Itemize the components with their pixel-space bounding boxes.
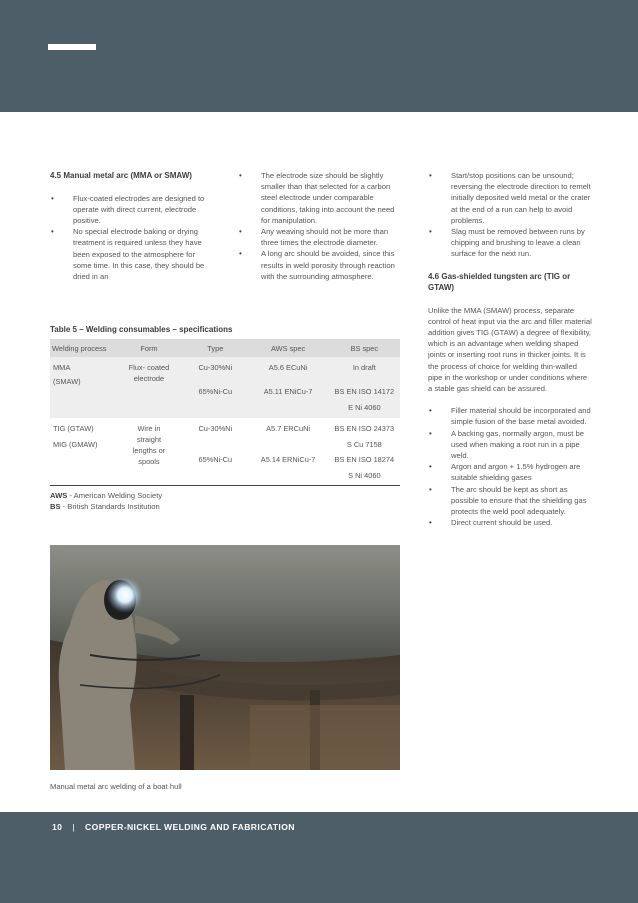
- bullet-item: • A long arc should be avoided, since this results in weld porosity through reaction with the surrounding atmosphere.: [238, 248, 400, 282]
- bullet-item: • Flux-coated electrodes are designed to operate with direct current, electrode positive.: [50, 193, 210, 227]
- aws-cell: A5.6 ECuNi: [248, 357, 329, 384]
- consumables-table: [50, 339, 400, 485]
- welding-photo-illustration: [50, 545, 400, 770]
- section-4-6-bullets: [428, 405, 593, 528]
- section-4-5-bullets-continued: [238, 170, 400, 282]
- bullet-item: • No special electrode baking or drying treatment is required unless they have been exposed to the atmosphere for some time. In this case, they should be dried in an: [50, 226, 210, 282]
- table-row: [50, 357, 400, 384]
- page-header-band: [0, 0, 638, 112]
- welding-photo: [50, 545, 400, 770]
- note-aws: [50, 490, 400, 501]
- type-cell: 65%Ni-Cu: [183, 452, 247, 485]
- col-header-aws: AWS spec: [248, 339, 329, 357]
- bs-line: BS EN ISO 24373: [334, 424, 395, 433]
- column-1: [50, 170, 210, 282]
- bs-line: S Ni 4060: [348, 471, 381, 480]
- column-2: [238, 170, 400, 282]
- table-notes: [50, 490, 400, 512]
- bs-line: S Cu 7158: [346, 440, 382, 449]
- bullet-item: • Argon and argon + 1.5% hydrogen are suitable shielding gases: [428, 461, 593, 483]
- col-header-process: Welding process: [50, 339, 115, 357]
- form-cell: [115, 418, 183, 485]
- bs-cell: [329, 384, 400, 418]
- footer: [52, 822, 295, 832]
- aws-cell: A5.14 ERNiCu-7: [248, 452, 329, 485]
- bs-cell: In draft: [329, 357, 400, 384]
- bs-cell: [329, 452, 400, 485]
- col-header-bs: BS spec: [329, 339, 400, 357]
- aws-cell: A5.11 ENiCu-7: [248, 384, 329, 418]
- note-text: - American Welding Society: [67, 491, 163, 500]
- bullet-item: • Start/stop positions can be unsound; reversing the electrode direction to remelt initially deposited weld metal or the crater at the end of a run can help to avoid problems.: [428, 170, 593, 226]
- bs-cell: [329, 418, 400, 452]
- header-accent-bar: [48, 44, 96, 50]
- col-header-form: Form: [115, 339, 183, 357]
- type-cell: Cu-30%Ni: [183, 418, 247, 452]
- form-cell: Flux- coated electrode: [115, 357, 183, 418]
- process-name: MIG (GMAW): [53, 440, 98, 449]
- type-cell: 65%Ni-Cu: [183, 384, 247, 418]
- col-header-type: Type: [183, 339, 247, 357]
- footer-title: COPPER-NICKEL WELDING AND FABRICATION: [85, 822, 295, 832]
- process-cell: [50, 418, 115, 485]
- section-4-5-bullets: [50, 193, 210, 283]
- table-title: Table 5 – Welding consumables – specifications: [50, 325, 233, 334]
- footer-separator: |: [72, 822, 75, 832]
- process-name: TIG (GTAW): [53, 424, 94, 433]
- section-4-5-title: 4.5 Manual metal arc (MMA or SMAW): [50, 171, 192, 180]
- bs-line: BS EN ISO 14172: [334, 387, 395, 396]
- bullet-item: • The arc should be kept as short as possible to ensure that the shielding gas protects the weld pool adequately.: [428, 484, 593, 518]
- section-4-6-paragraph: Unlike the MMA (SMAW) process, separate control of heat input via the arc and filler material addition gives TIG (GTAW) a degree of flexibility, which is an advantage when welding shaped joints or inserting root runs in thicker joints. It is the process of choice for welding thin-walled pipe in the workshop or under conditions where a stable gas shield can be assured.: [428, 305, 592, 394]
- table-header-row: [50, 339, 400, 357]
- section-4-6-title: 4.6 Gas-shielded tungsten arc (TIG or GTAW): [428, 271, 571, 293]
- bullet-item: • Direct current should be used.: [428, 517, 593, 528]
- photo-caption: Manual metal arc welding of a boat hull: [50, 782, 182, 791]
- bs-line: BS EN ISO 18274: [334, 455, 395, 464]
- process-cell: [50, 357, 115, 418]
- bullet-item: • The electrode size should be slightly smaller than that selected for a carbon steel electrode under comparable conditions, taking into account the need for manipulation.: [238, 170, 400, 226]
- consumables-table-block: [50, 325, 400, 512]
- note-text: - British Standards Institution: [60, 502, 160, 511]
- table-rule: [50, 485, 400, 486]
- aws-cell: A5.7 ERCuNi: [248, 418, 329, 452]
- bullet-item: • Slag must be removed between runs by chipping and brushing to leave a clean surface for the next run.: [428, 226, 593, 260]
- bullet-item: • A backing gas, normally argon, must be used when making a root run in a pipe weld.: [428, 428, 593, 462]
- page-number: 10: [52, 822, 63, 832]
- process-name: MMA: [53, 363, 71, 372]
- type-cell: Cu-30%Ni: [183, 357, 247, 384]
- bs-line: E Ni 4060: [348, 403, 381, 412]
- process-name: (SMAW): [53, 377, 81, 386]
- note-abbr: BS: [50, 502, 61, 511]
- form-text: Wire in straight lengths or spools: [132, 424, 166, 466]
- table-row: [50, 418, 400, 452]
- bullet-item: • Filler material should be incorporated and simple fusion of the base metal avoided.: [428, 405, 593, 427]
- column-3: [428, 170, 593, 528]
- note-abbr: AWS: [50, 491, 68, 500]
- note-bs: [50, 501, 400, 512]
- bullet-item: • Any weaving should not be more than three times the electrode diameter.: [238, 226, 400, 248]
- section-4-5-bullets-col3: [428, 170, 593, 260]
